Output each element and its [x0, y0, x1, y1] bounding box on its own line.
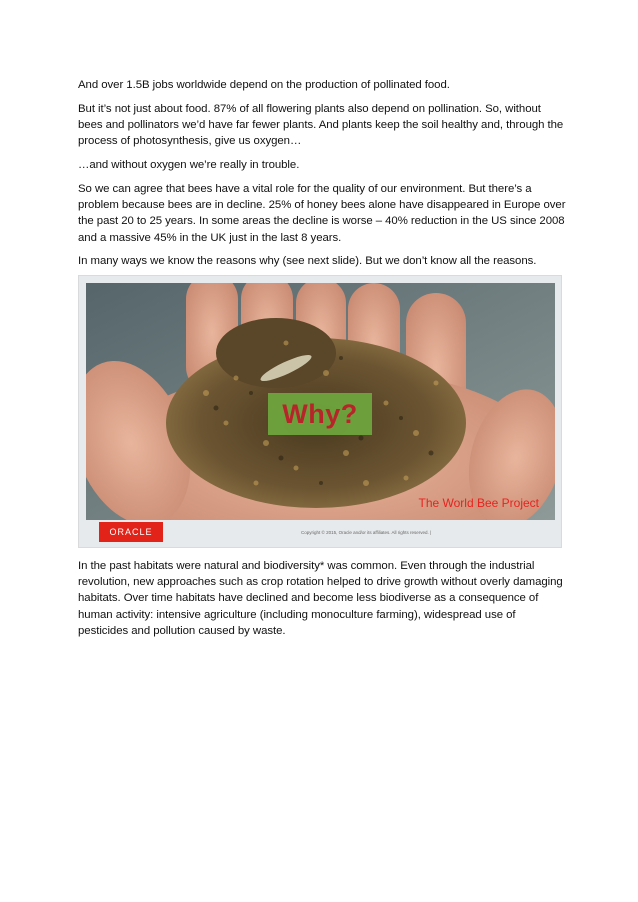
slide-image — [78, 275, 562, 548]
why-label: Why? — [282, 398, 358, 429]
why-label-box — [268, 393, 372, 435]
slide-footer — [79, 520, 561, 548]
slide-copyright: Copyright © 2015, Oracle and/or its affiliates. All rights reserved. | — [301, 530, 432, 535]
paragraph-jobs: And over 1.5B jobs worldwide depend on the production of pollinated food. — [78, 79, 450, 91]
paragraph-oxygen: …and without oxygen we’re really in trouble. — [78, 159, 300, 171]
photo-credit: The World Bee Project — [418, 496, 539, 510]
paragraph-habitats: In the past habitats were natural and biodiversity* was common. Even through the industrial revolution, new approaches such as crop rotation helped to drive growth without overly damaging habitats. Over time habitats have declined and become less biodiverse as a consequence of human activity: intensive agriculture (including monoculture farming), widespread use of pesticides and pollution caused by waste. — [78, 560, 563, 637]
oracle-logo: ORACLE — [99, 522, 163, 542]
paragraph-reasons: In many ways we know the reasons why (see next slide). But we don’t know all the reasons. — [78, 255, 537, 267]
paragraph-flowering-plants: But it’s not just about food. 87% of all flowering plants also depend on pollination. So, without bees and pollinators we’d have far fewer plants. And plants keep the soil healthy and, through the process of photosynthesis, give us oxygen… — [78, 103, 564, 148]
paragraph-bee-decline: So we can agree that bees have a vital role for the quality of our environment. But there’s a problem because bees are in decline. 25% of honey bees alone have disappeared in Europe over the past 20 to 25 years. In some areas the decline is worse – 40% reduction in the US since 2008 and a massive 45% in the UK just in the last 8 years. — [78, 183, 566, 244]
dead-bees-photo — [86, 283, 555, 520]
